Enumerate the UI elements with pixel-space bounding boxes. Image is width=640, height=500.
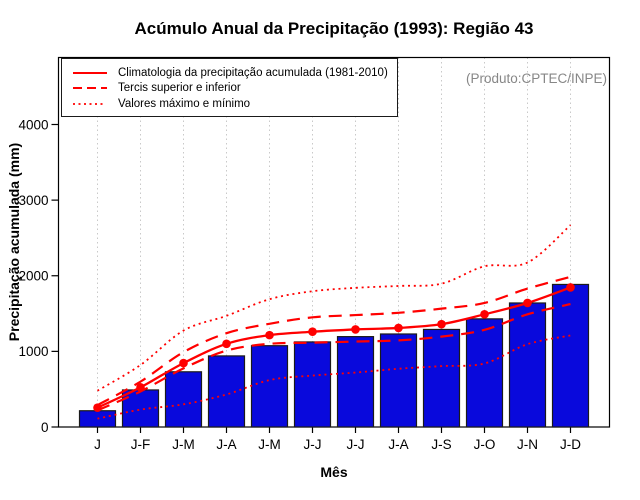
bar xyxy=(166,372,202,427)
bar xyxy=(510,303,546,427)
bar xyxy=(467,319,503,427)
x-tick-label: J-F xyxy=(130,437,151,452)
climatology-point xyxy=(222,340,231,349)
y-tick-label: 2000 xyxy=(18,268,49,284)
bar xyxy=(424,329,460,427)
product-watermark: (Produto:CPTEC/INPE) xyxy=(465,71,607,86)
x-tick-label: J-D xyxy=(560,437,581,452)
chart-title: Acúmulo Anual da Precipitação (1993): Região 43 xyxy=(134,19,534,38)
legend-item-terciles xyxy=(72,81,397,97)
x-tick-label: J-A xyxy=(388,437,409,452)
bar xyxy=(295,342,331,427)
legend-label: Valores máximo e mínimo xyxy=(118,97,251,110)
x-tick-label: J-A xyxy=(216,437,237,452)
legend-label: Tercis superior e inferior xyxy=(118,82,241,95)
solid-line-sample-icon xyxy=(72,70,108,76)
legend-label: Climatologia da precipitação acumulada (1981-2010) xyxy=(118,66,388,79)
x-tick-label: J xyxy=(94,437,101,452)
dashed-line-sample-icon xyxy=(72,85,108,91)
x-tick-label: J-J xyxy=(303,437,322,452)
legend-item-climatology xyxy=(72,65,397,81)
bar xyxy=(381,334,417,427)
climatology-point xyxy=(93,403,102,412)
x-axis-title: Mês xyxy=(320,464,348,480)
y-tick-label: 1000 xyxy=(18,344,49,360)
legend-box xyxy=(61,58,398,117)
x-tick-label: J-J xyxy=(346,437,365,452)
legend-item-max-min xyxy=(72,96,397,112)
y-tick-label: 4000 xyxy=(18,117,49,133)
climatology-point xyxy=(394,324,403,333)
climatology-point xyxy=(351,325,360,334)
bar xyxy=(338,337,374,427)
x-tick-label: J-O xyxy=(473,437,496,452)
x-tick-label: J-M xyxy=(172,437,195,452)
climatology-point xyxy=(136,383,145,392)
climatology-point xyxy=(308,327,317,336)
y-tick-label: 3000 xyxy=(18,192,49,208)
climatology-point xyxy=(437,320,446,329)
dotted-line-sample-icon xyxy=(72,101,108,107)
climatology-point xyxy=(265,331,274,340)
climatology-point xyxy=(179,359,188,368)
y-axis-title: Precipitação acumulada (mm) xyxy=(6,142,22,342)
bar xyxy=(252,346,288,427)
climatology-point xyxy=(480,310,489,319)
climatology-point xyxy=(566,283,575,292)
climatology-point xyxy=(523,299,532,308)
x-tick-label: J-N xyxy=(517,437,538,452)
bar xyxy=(123,390,159,427)
x-tick-label: J-M xyxy=(258,437,281,452)
x-tick-label: J-S xyxy=(431,437,452,452)
bar xyxy=(209,356,245,427)
bar xyxy=(553,284,589,427)
bar xyxy=(80,411,116,427)
y-tick-label: 0 xyxy=(40,419,49,435)
